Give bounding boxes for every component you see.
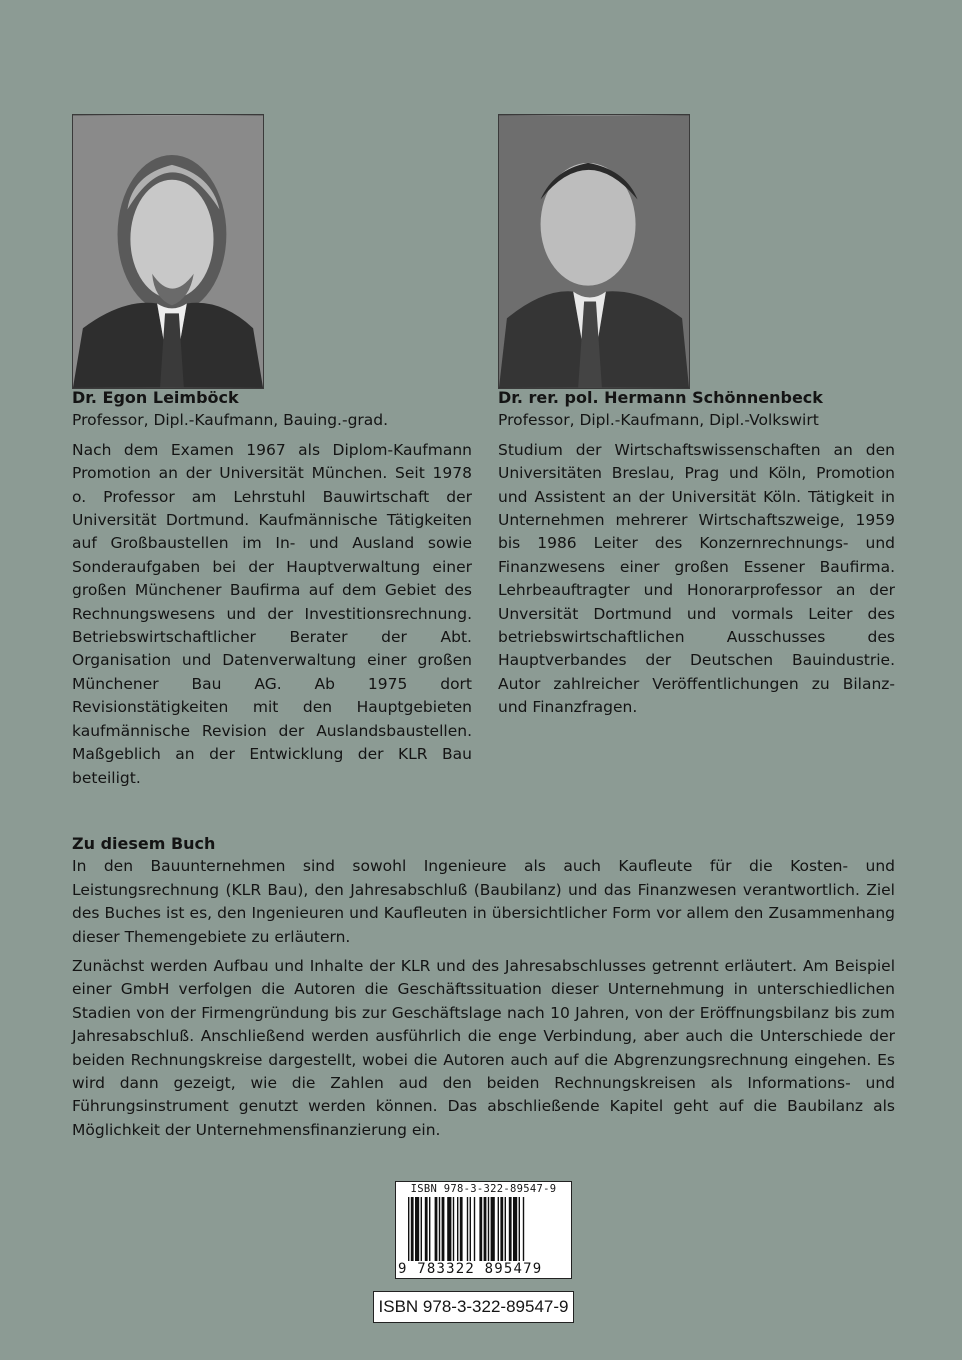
barcode-bar [415, 1197, 419, 1261]
author-bio: Nach dem Examen 1967 als Diplom-Kaufmann Promotion an der Universität München. Seit 1978 o. Professor am Lehrstuhl Bauwirtschaft der Universität Dortmund. Kaufmännische Tätigkeiten auf Großbaustellen im In- und Ausland sowie Sonderaufgaben bei der Hauptverwaltung einer großen Münchener Baufirma auf dem Gebiet des Rechnungswesens und der Investitionsrechnung. Betriebswirtschaftlicher Berater der Abt. Organisation und Datenverwaltung einer großen Münchener Bau AG. Ab 1975 dort Revisionstätigkeiten mit den Hauptgebieten kaufmännische Revision der Auslandsbaustellen. Maßgeblich an der Entwicklung der KLR Bau beteiligt. [72, 440, 472, 787]
author-name: Dr. Egon Leimböck [72, 388, 239, 407]
barcode-bar [470, 1197, 471, 1261]
barcode-bar [457, 1197, 458, 1261]
author-name: Dr. rer. pol. Hermann Schönnenbeck [498, 388, 823, 407]
barcode-bar [519, 1197, 520, 1261]
barcode-bar [460, 1197, 463, 1261]
author-credentials: Professor, Dipl.-Kaufmann, Bauing.-grad. [72, 411, 389, 430]
barcode-bar [484, 1197, 487, 1261]
barcode-bars-graphic [408, 1197, 564, 1261]
barcode-bar [467, 1197, 468, 1261]
book-heading: Zu diesem Buch [72, 834, 216, 853]
barcode-bar [453, 1197, 454, 1261]
barcode-bar [488, 1197, 489, 1261]
barcode-bar [513, 1197, 517, 1261]
barcode-bar [421, 1197, 422, 1261]
isbn-barcode [395, 1181, 572, 1279]
barcode-bar [425, 1197, 428, 1261]
author-credentials: Professor, Dipl.-Kaufmann, Dipl.-Volkswirt [498, 411, 819, 430]
author-block-schoennenbeck [498, 386, 895, 720]
barcode-bar [498, 1197, 499, 1261]
barcode-bar [505, 1197, 506, 1261]
isbn-label: ISBN 978-3-322-89547-9 [373, 1291, 574, 1323]
book-paragraph: In den Bauunternehmen sind sowohl Ingenieure als auch Kaufleute für die Kosten- und Leistungsrechnung (KLR Bau), den Jahresabschluß (Baubilanz) und das Finanzwesen verantwortlich. Ziel des Buches ist es, den Ingenieuren und Kaufleuten in übersichtlicher Form vor allem den Zusammenhang dieser Themengebiete zu erläutern. [72, 857, 895, 946]
author-bio: Studium der Wirtschaftswissenschaften an den Universitäten Breslau, Prag und Köln, Promotion und Assistent an der Universität Köln. Tätigkeit in Unternehmen mehrerer Wirtschaftszweige, 1959 bis 1986 Leiter des Konzernrechnungs- und Finanzwesens einer großen Essener Baufirma. Lehrbeauftragter und Honorarprofessor an der Unversität Dortmund und vormals Leiter des betriebswirtschaftlichen Ausschusses des Hauptverbandes der Deutschen Bauindustrie. Autor zahlreicher Veröffentlichungen zu Bilanz- und Finanzfragen. [498, 440, 895, 717]
barcode-bar [411, 1197, 414, 1261]
barcode-bar [442, 1197, 445, 1261]
barcode-isbn-text: ISBN 978-3-322-89547-9 [410, 1183, 557, 1195]
barcode-bar [491, 1197, 495, 1261]
barcode-bar [509, 1197, 512, 1261]
book-description [72, 832, 895, 1148]
barcode-bar [439, 1197, 440, 1261]
barcode-digits: 9 783322 895479 [398, 1261, 543, 1277]
portrait-illustration [499, 115, 689, 388]
barcode-bar [429, 1197, 430, 1261]
barcode-bar [447, 1197, 451, 1261]
author-photo-leimboeck [72, 114, 264, 389]
barcode-bar [474, 1197, 475, 1261]
barcode-bar [408, 1197, 409, 1261]
book-paragraph: Zunächst werden Aufbau und Inhalte der KLR und des Jahresabschlusses getrennt erläutert. Am Beispiel einer GmbH verfolgen die Autoren die Geschäftssituation dieser Unternehmung in unterschiedlichen Stadien von der Firmengründung bis zur Geschäftslage nach 10 Jahren, von der Eröffnungsbilanz bis zum Jahresabschluß. Anschließend werden ausführlich die enge Verbindung, aber auch die Unterschiede der beiden Rechnungskreise dargestellt, wobei die Autoren auch auf die Abgrenzungsrechnung eingehen. Es wird dann gezeigt, wie die Zahlen aud den beiden Rechnungskreisen als Informations- und Führungsinstrument genutzt werden können. Das abschließende Kapitel geht auf die Baubilanz als Möglichkeit der Unternehmensfinanzierung ein. [72, 957, 895, 1139]
barcode-bar [500, 1197, 503, 1261]
barcode-bar [479, 1197, 482, 1261]
barcode-bar [435, 1197, 438, 1261]
portrait-illustration [73, 115, 263, 388]
author-block-leimboeck [72, 386, 472, 790]
author-photo-schoennenbeck [498, 114, 690, 389]
barcode-bar [523, 1197, 524, 1261]
